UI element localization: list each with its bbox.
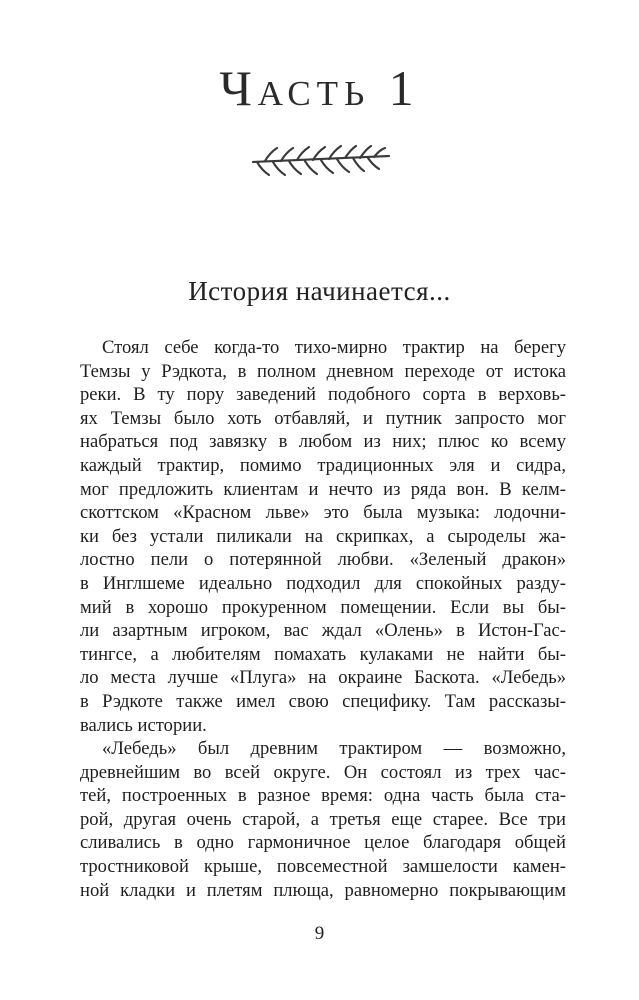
chapter-title: История начинается... xyxy=(188,276,451,306)
text-line: тростниковой крыше, повсеместной замшелости камен- xyxy=(80,856,566,878)
text-line: в Рэдкоте также имел свою специфику. Там рассказы- xyxy=(80,690,566,712)
text-line: каждый трактир, помимо традиционных эля и сидра, xyxy=(80,454,566,476)
part-title: Часть 1 xyxy=(219,60,420,116)
text-line: рой, другая очень старой, а третья еще старее. Все три xyxy=(80,808,566,830)
text-line: набраться под завязку в любом из них; плюс ко всему xyxy=(80,431,566,453)
text-line: в Инглшеме идеально подходил для спокойных разду- xyxy=(80,572,566,594)
text-line: ли азартным игроком, вас ждал «Олень» в Истон-Гас- xyxy=(80,620,566,642)
text-line: ях Темзы было хоть отбавляй, и путник запросто мог xyxy=(80,407,566,429)
text-line: вались истории. xyxy=(80,714,207,736)
text-line: тей, построенных в разное время: одна часть была ста- xyxy=(80,785,566,807)
text-line: скоттском «Красном льве» это была музыка: лодочни- xyxy=(80,502,566,524)
text-line: «Лебедь» был древним трактиром — возможно, xyxy=(102,738,566,760)
text-line: мог предложить клиентам и нечто из ряда вон. В келм- xyxy=(80,478,566,500)
text-line: тингсе, а любителям помахать кулаками не найти бы- xyxy=(80,643,566,665)
text-line: реки. В ту пору заведений подобного сорта в верховь- xyxy=(80,384,566,406)
text-line: ной кладки и плетям плюща, равномерно покрывающим xyxy=(80,879,566,901)
text-line: лостно пели о потерянной любви. «Зеленый дракон» xyxy=(80,549,566,571)
text-line: ки без устали пиликали на скрипках, а сыроделы жа- xyxy=(80,525,566,547)
laurel-branch-icon xyxy=(247,140,395,182)
text-line: древнейшим во всей округе. Он состоял из трех час- xyxy=(80,761,566,783)
page-number: 9 xyxy=(314,923,325,944)
text-line: сливались в одно гармоничное целое благодаря общей xyxy=(80,832,566,854)
text-line: Стоял себе когда-то тихо-мирно трактир на берегу xyxy=(102,337,566,358)
text-line: ло места лучше «Плуга» на окраине Баскота. «Лебедь» xyxy=(80,667,566,689)
body-text xyxy=(80,336,566,902)
text-line: мий в хорошо прокуренном помещении. Если вы бы- xyxy=(80,596,566,618)
text-line: Темзы у Рэдкота, в полном дневном переходе от истока xyxy=(80,360,566,382)
